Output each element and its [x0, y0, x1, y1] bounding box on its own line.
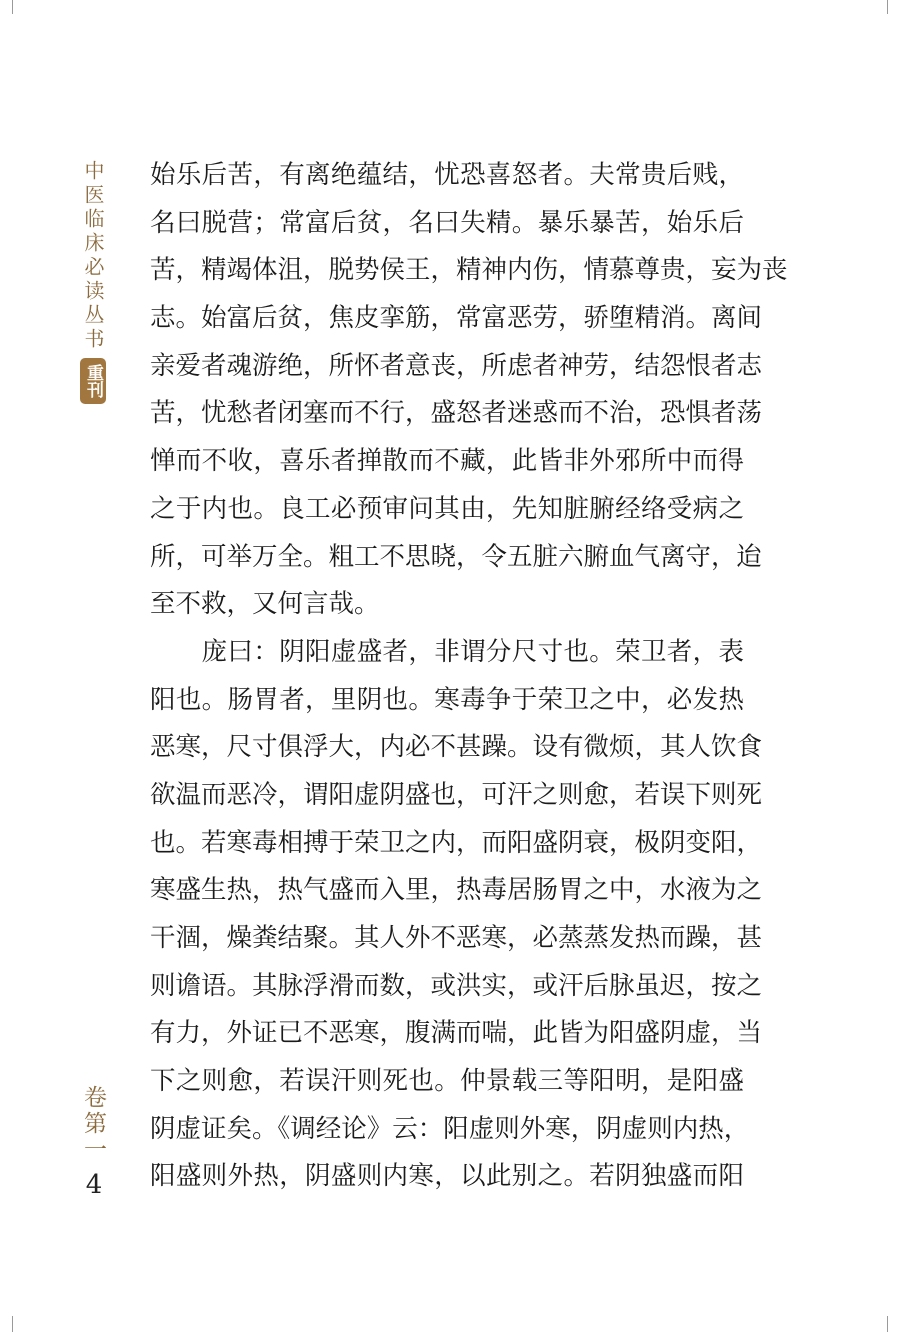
crop-mark-top-left [12, 0, 13, 14]
crop-mark-top-right [887, 0, 888, 14]
crop-mark-bottom-left [12, 1316, 13, 1332]
text-line-10: 至不救，又何言哉。 [150, 589, 380, 620]
text-line-4: 志。始富后贫，焦皮挛筋，常富恶劳，骄堕精消。离间 [150, 303, 763, 334]
text-line-17: 干涸，燥粪结聚。其人外不恶寒，必蒸蒸发热而躁，甚 [150, 923, 763, 953]
text-line-2: 名曰脱营；常富后贫，名曰失精。暴乐暴苦，始乐后 [150, 207, 744, 238]
text-line-14: 欲温而恶冷，谓阳虚阴盛也，可汗之则愈，若误下则死 [150, 779, 763, 810]
text-line-3: 苦，精竭体沮，脱势侯王，精神内伤，情慕尊贵，妄为丧 [150, 255, 788, 286]
text-line-16: 寒盛生热，热气盛而入里，热毒居肠胃之中，水液为之 [150, 875, 763, 906]
text-line-13: 恶寒，尺寸俱浮大，内必不甚躁。设有微烦，其人饮食 [150, 732, 763, 763]
series-title: 中医临床必读丛书 [81, 160, 105, 352]
series-sidebar [79, 160, 107, 404]
text-line-11: 庞曰：阴阳虚盛者，非谓分尺寸也。荣卫者，表 [150, 636, 744, 667]
text-line-21: 阴虚证矣。《调经论》云：阳虚则外寒，阴虚则内热， [150, 1113, 750, 1144]
text-line-1: 始乐后苦，有离绝蕴结，忧恐喜怒者。夫常贵后贱， [150, 160, 744, 190]
text-line-6: 苦，忧愁者闭塞而不行，盛怒者迷惑而不治，恐惧者荡 [150, 398, 763, 429]
body-text [150, 152, 788, 1201]
crop-mark-bottom-right [887, 1316, 888, 1332]
text-line-12: 阳也。肠胃者，里阴也。寒毒争于荣卫之中，必发热 [150, 684, 744, 715]
text-line-15: 也。若寒毒相搏于荣卫之内，而阳盛阴衰，极阴变阳， [150, 827, 763, 858]
text-line-9: 所，可举万全。粗工不思晓，令五脏六腑血气离守，迨 [150, 541, 763, 572]
text-line-8: 之于内也。良工必预审问其由，先知脏腑经络受病之 [150, 493, 744, 524]
volume-label: 卷第一 [80, 1085, 106, 1163]
text-line-5: 亲爱者魂游绝，所怀者意丧，所虑者神劳，结怨恨者志 [150, 350, 763, 381]
seal-stamp [80, 358, 106, 404]
text-line-7: 惮而不收，喜乐者掸散而不藏，此皆非外邪所中而得 [150, 446, 744, 477]
text-line-22: 阳盛则外热，阴盛则内寒，以此别之。若阴独盛而阳 [150, 1161, 744, 1192]
seal-text: 重刊 [83, 364, 103, 398]
page-number: 4 [85, 1170, 103, 1200]
text-line-19: 有力，外证已不恶寒，腹满而喘，此皆为阳盛阴虚，当 [150, 1018, 763, 1049]
text-line-20: 下之则愈，若误汗则死也。仲景载三等阳明，是阳盛 [150, 1066, 744, 1097]
text-line-18: 则谵语。其脉浮滑而数，或洪实，或汗后脉虽迟，按之 [150, 970, 763, 1001]
